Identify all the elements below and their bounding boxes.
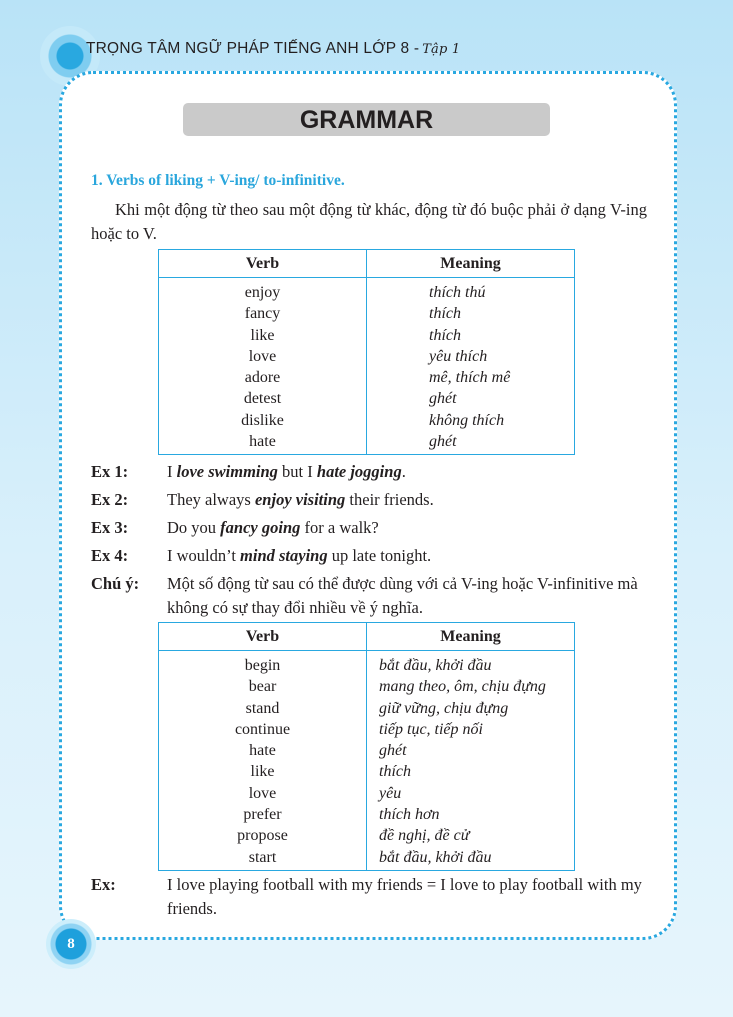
example-text: I love playing football with my friends = I love to play football with my friends. — [167, 875, 642, 918]
example-text: I wouldn’t mind staying up late tonight. — [167, 546, 432, 565]
example-text: They always enjoy visiting their friends. — [167, 490, 434, 509]
header-verb: Verb — [159, 250, 367, 278]
meaning-cell: giữ vững, chịu đựng — [367, 698, 575, 719]
table-row — [159, 367, 575, 388]
verb-cell: like — [250, 763, 275, 781]
table-row — [159, 740, 575, 761]
note-label: Chú ý: — [91, 574, 140, 593]
verb-cell: adore — [244, 369, 281, 387]
section-heading: 1. Verbs of liking + V-ing/ to-infinitive. — [91, 172, 345, 189]
verb-cell: begin — [244, 657, 281, 674]
table-row — [159, 410, 575, 431]
meaning-cell: bắt đầu, khởi đầu — [367, 651, 575, 677]
meaning-cell: không thích — [367, 410, 575, 431]
table-header-row — [159, 623, 575, 651]
meaning-cell: mê, thích mê — [367, 367, 575, 388]
example-text: I love swimming but I hate jogging. — [167, 462, 406, 481]
meaning-cell: thích hơn — [367, 804, 575, 825]
verb-cell: enjoy — [244, 284, 281, 301]
meaning-cell: ghét — [367, 740, 575, 761]
verb-cell: dislike — [241, 411, 284, 429]
meaning-cell: ghét — [367, 431, 575, 455]
header-verb: Verb — [159, 623, 367, 651]
verbs-both-forms-table — [158, 622, 575, 871]
meaning-cell: thích — [367, 325, 575, 346]
volume-label: Tập 1 — [422, 42, 461, 57]
verb-cell: love — [248, 784, 277, 802]
verb-cell: hate — [249, 742, 276, 760]
verb-cell: detest — [243, 390, 282, 408]
table-row — [159, 719, 575, 740]
meaning-cell: thích — [367, 303, 575, 324]
verb-cell: start — [248, 848, 277, 866]
example-text: Do you fancy going for a walk? — [167, 518, 379, 537]
meaning-cell: bắt đầu, khởi đầu — [367, 847, 575, 871]
intro-paragraph: Khi một động từ theo sau một động từ khác, động từ đó buộc phải ở dạng V-ing hoặc to V. — [91, 200, 647, 243]
header-meaning: Meaning — [367, 623, 575, 651]
table-row — [159, 388, 575, 409]
meaning-cell: thích thú — [367, 278, 575, 304]
meaning-cell: yêu thích — [367, 346, 575, 367]
example-label: Ex 1: — [91, 462, 129, 481]
verb-cell: prefer — [243, 806, 282, 824]
verb-cell: love — [248, 347, 277, 365]
verb-cell: fancy — [244, 305, 281, 323]
table-row — [159, 698, 575, 719]
meaning-cell: thích — [367, 761, 575, 782]
table-row — [159, 847, 575, 871]
note-text: Một số động từ sau có thể được dùng với cả V-ing hoặc V-infinitive mà không có sự thay đổi nhiều về ý nghĩa. — [167, 574, 638, 617]
table-header-row — [159, 250, 575, 278]
table-row — [159, 431, 575, 455]
table-row — [159, 783, 575, 804]
meaning-cell: yêu — [367, 783, 575, 804]
table-row — [159, 325, 575, 346]
page-number: 8 — [46, 919, 96, 969]
verb-cell: stand — [245, 699, 280, 717]
example-label: Ex 3: — [91, 518, 129, 537]
table-row — [159, 278, 575, 304]
meaning-cell: ghét — [367, 388, 575, 409]
verb-cell: continue — [234, 720, 291, 738]
table-row — [159, 676, 575, 697]
example-label: Ex 2: — [91, 490, 129, 509]
table-row — [159, 651, 575, 677]
book-title: TRỌNG TÂM NGỮ PHÁP TIẾNG ANH LỚP 8 - Tập 1 — [86, 40, 461, 57]
meaning-cell: tiếp tục, tiếp nối — [367, 719, 575, 740]
table-row — [159, 825, 575, 846]
verb-cell: bear — [248, 678, 277, 696]
meaning-cell: mang theo, ôm, chịu đựng — [367, 676, 575, 697]
verb-cell: hate — [249, 433, 276, 451]
verb-cell: like — [250, 326, 275, 344]
table-row — [159, 303, 575, 324]
verbs-liking-table — [158, 249, 575, 455]
table-row — [159, 346, 575, 367]
meaning-cell: đề nghị, đề cử — [367, 825, 575, 846]
example-label: Ex 4: — [91, 546, 129, 565]
verb-cell: propose — [237, 827, 288, 845]
table-row — [159, 804, 575, 825]
example-label: Ex: — [91, 875, 116, 894]
table-row — [159, 761, 575, 782]
grammar-banner: GRAMMAR — [183, 103, 550, 136]
header-meaning: Meaning — [367, 250, 575, 278]
